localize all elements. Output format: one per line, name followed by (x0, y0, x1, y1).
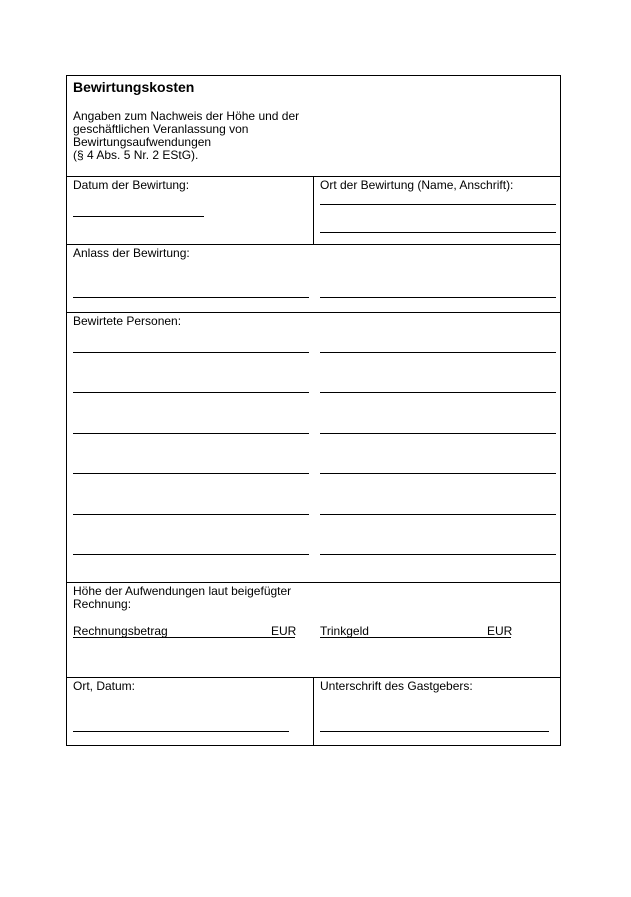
anlass-field-left[interactable] (73, 297, 309, 298)
hoehe-label (73, 585, 291, 611)
trinkgeld-field[interactable] (320, 637, 511, 638)
ort-field-line-1[interactable] (320, 204, 556, 205)
person-field[interactable] (320, 473, 556, 474)
person-field[interactable] (320, 392, 556, 393)
anlass-label: Anlass der Bewirtung: (73, 246, 190, 260)
bewirtungskosten-form (66, 75, 561, 746)
rechnungsbetrag-field[interactable] (73, 637, 295, 638)
unterschrift-field[interactable] (320, 731, 549, 732)
hoehe-line: Höhe der Aufwendungen laut beigefügter (73, 584, 292, 598)
column-divider (313, 176, 314, 244)
ort-field-line-2[interactable] (320, 232, 556, 233)
section-divider (67, 312, 560, 313)
person-field[interactable] (320, 554, 556, 555)
person-field[interactable] (73, 433, 309, 434)
datum-label: Datum der Bewirtung: (73, 178, 190, 192)
ort-datum-label: Ort, Datum: (73, 679, 136, 693)
person-field[interactable] (73, 392, 309, 393)
person-field[interactable] (320, 514, 556, 515)
section-divider (67, 244, 560, 245)
ort-datum-field[interactable] (73, 731, 289, 732)
person-field[interactable] (320, 433, 556, 434)
hoehe-line: Rechnung: (73, 597, 132, 611)
person-field[interactable] (73, 514, 309, 515)
ort-label: Ort der Bewirtung (Name, Anschrift): (320, 178, 514, 192)
trinkgeld-label: Trinkgeld (320, 624, 369, 638)
column-divider (313, 677, 314, 746)
section-divider (67, 582, 560, 583)
rechnungsbetrag-currency: EUR (271, 624, 297, 638)
personen-label: Bewirtete Personen: (73, 314, 182, 328)
person-field[interactable] (320, 352, 556, 353)
intro-line: Bewirtungsaufwendungen (73, 135, 212, 149)
unterschrift-label: Unterschrift des Gastgebers: (320, 679, 473, 693)
person-field[interactable] (73, 554, 309, 555)
datum-field[interactable] (73, 216, 204, 217)
person-field[interactable] (73, 473, 309, 474)
intro-line: Angaben zum Nachweis der Höhe und der (73, 109, 300, 123)
form-title: Bewirtungskosten (73, 79, 195, 95)
person-field[interactable] (73, 352, 309, 353)
anlass-field-right[interactable] (320, 297, 556, 298)
intro-line: geschäftlichen Veranlassung von (73, 122, 249, 136)
rechnungsbetrag-label: Rechnungsbetrag (73, 624, 168, 638)
intro-line: (§ 4 Abs. 5 Nr. 2 EStG). (73, 148, 199, 162)
form-intro (73, 110, 299, 162)
trinkgeld-currency: EUR (487, 624, 513, 638)
